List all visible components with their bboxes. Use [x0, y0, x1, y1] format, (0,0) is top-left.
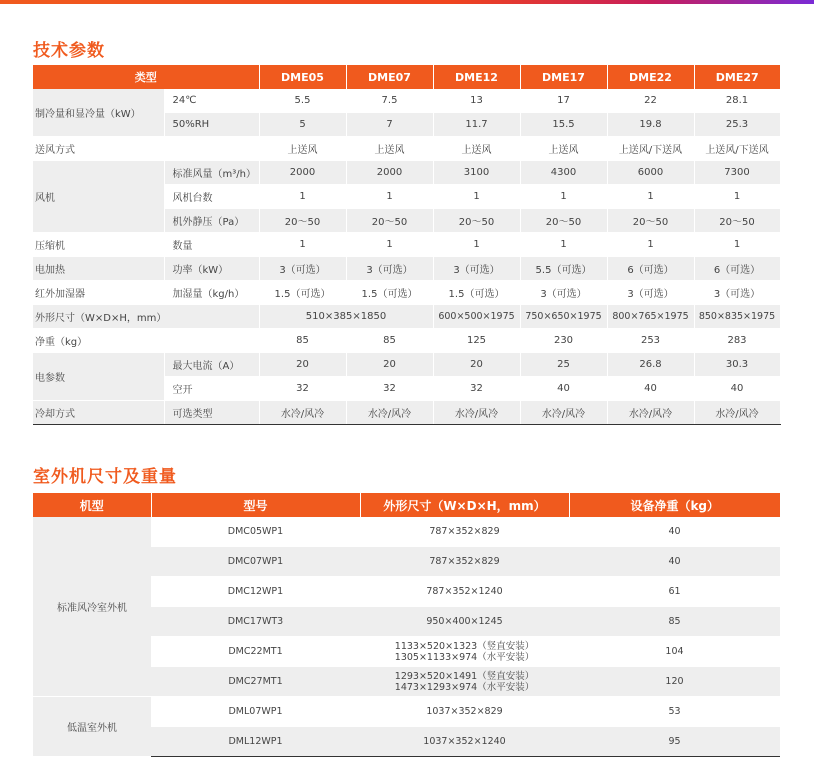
col-header: 机型 — [33, 493, 151, 517]
cell: DMC07WP1 — [151, 547, 360, 577]
cell: 104 — [569, 637, 780, 667]
cell: 20～50 — [433, 209, 520, 233]
cell: 85 — [346, 329, 433, 353]
cell: 25.3 — [694, 113, 780, 137]
cell: 61 — [569, 577, 780, 607]
group-label: 标准风冷室外机 — [33, 517, 151, 697]
cell — [360, 637, 569, 667]
cell: DMC27MT1 — [151, 667, 360, 697]
cell: 水冷/风冷 — [694, 401, 780, 425]
cell: 1.5（可选） — [259, 281, 346, 305]
cell: 95 — [569, 727, 780, 757]
cell: 510×385×1850 — [259, 305, 433, 329]
table-row — [33, 329, 780, 353]
cell: 20～50 — [346, 209, 433, 233]
cell: 1 — [520, 233, 607, 257]
cell: 26.8 — [607, 353, 694, 377]
cell: 22 — [607, 89, 694, 113]
cell: 120 — [569, 667, 780, 697]
row-sublabel: 50%RH — [164, 113, 259, 137]
cell: 5 — [259, 113, 346, 137]
cell: 7.5 — [346, 89, 433, 113]
cell: 6（可选） — [607, 257, 694, 281]
cell: 1 — [259, 185, 346, 209]
specs-table — [33, 65, 781, 425]
cell: 1 — [694, 233, 780, 257]
size-horizontal: 1305×1133×974（水平安装） — [394, 651, 535, 663]
group-label: 低温室外机 — [33, 697, 151, 757]
cell: 3（可选） — [607, 281, 694, 305]
row-sublabel: 功率（kW） — [164, 257, 259, 281]
cell: 1 — [346, 233, 433, 257]
table-header — [33, 65, 780, 89]
row-label: 净重（kg） — [33, 329, 164, 353]
cell: 950×400×1245 — [360, 607, 569, 637]
row-sublabel: 标准风量（m³/h） — [164, 161, 259, 185]
table-row — [33, 257, 780, 281]
cell: 20 — [346, 353, 433, 377]
cell: 20 — [259, 353, 346, 377]
cell: 85 — [569, 607, 780, 637]
cell: 230 — [520, 329, 607, 353]
cell: 3（可选） — [346, 257, 433, 281]
table-row — [33, 697, 780, 727]
cell: 750×650×1975 — [520, 305, 607, 329]
row-sublabel: 数量 — [164, 233, 259, 257]
row-sublabel: 风机台数 — [164, 185, 259, 209]
cell: 3（可选） — [433, 257, 520, 281]
cell: 85 — [259, 329, 346, 353]
outdoor-unit-table — [33, 493, 780, 757]
cell: 上送风/下送风 — [694, 137, 780, 161]
row-sublabel: 最大电流（A） — [164, 353, 259, 377]
cell: 上送风 — [520, 137, 607, 161]
cell: 15.5 — [520, 113, 607, 137]
cell: 2000 — [259, 161, 346, 185]
cell: 1 — [259, 233, 346, 257]
cell: 787×352×1240 — [360, 577, 569, 607]
cell: 1.5（可选） — [346, 281, 433, 305]
row-label: 制冷量和显冷量（kW） — [33, 89, 164, 137]
col-header: 外形尺寸（W×D×H，mm） — [360, 493, 569, 517]
cell: 40 — [569, 547, 780, 577]
cell: 4300 — [520, 161, 607, 185]
top-accent-bar — [0, 0, 814, 4]
table-row — [33, 353, 780, 377]
cell: 20～50 — [694, 209, 780, 233]
cell: 6000 — [607, 161, 694, 185]
cell: DMC22MT1 — [151, 637, 360, 667]
cell: 1 — [520, 185, 607, 209]
cell: 上送风 — [259, 137, 346, 161]
cell: 水冷/风冷 — [259, 401, 346, 425]
row-sublabel: 空开 — [164, 377, 259, 401]
cell: 7 — [346, 113, 433, 137]
cell: 600×500×1975 — [433, 305, 520, 329]
cell: 上送风/下送风 — [607, 137, 694, 161]
cell: 5.5 — [259, 89, 346, 113]
row-sublabel: 24℃ — [164, 89, 259, 113]
cell: 3（可选） — [259, 257, 346, 281]
table-header — [33, 493, 780, 517]
col-header: DME22 — [607, 65, 694, 89]
cell: 800×765×1975 — [607, 305, 694, 329]
cell: 1037×352×829 — [360, 697, 569, 727]
row-label: 电加热 — [33, 257, 164, 281]
row-label: 送风方式 — [33, 137, 164, 161]
cell: 28.1 — [694, 89, 780, 113]
row-sublabel: 加湿量（kg/h） — [164, 281, 259, 305]
cell: 13 — [433, 89, 520, 113]
row-label: 压缩机 — [33, 233, 164, 257]
cell: 水冷/风冷 — [520, 401, 607, 425]
row-label: 冷却方式 — [33, 401, 164, 425]
row-sublabel: 可选类型 — [164, 401, 259, 425]
col-header: 设备净重（kg） — [569, 493, 780, 517]
row-label: 风机 — [33, 161, 164, 233]
col-header: DME07 — [346, 65, 433, 89]
cell: 1 — [433, 233, 520, 257]
cell: 125 — [433, 329, 520, 353]
cell: 19.8 — [607, 113, 694, 137]
table-row — [33, 161, 780, 185]
col-header: 类型 — [33, 65, 259, 89]
cell: 32 — [259, 377, 346, 401]
cell: DMC05WP1 — [151, 517, 360, 547]
table-row — [33, 401, 780, 425]
cell: 3（可选） — [520, 281, 607, 305]
cell: 上送风 — [433, 137, 520, 161]
cell: 20～50 — [259, 209, 346, 233]
cell: 3100 — [433, 161, 520, 185]
table-row — [33, 517, 780, 547]
cell: 6（可选） — [694, 257, 780, 281]
col-header: DME27 — [694, 65, 780, 89]
cell: 11.7 — [433, 113, 520, 137]
section-title-specs: 技术参数 — [33, 41, 105, 61]
size-vertical: 1293×520×1491（竖直安装） — [394, 670, 535, 682]
size-horizontal: 1473×1293×974（水平安装） — [394, 681, 535, 693]
section-title-outdoor: 室外机尺寸及重量 — [33, 467, 177, 487]
cell: 1 — [607, 185, 694, 209]
cell: 850×835×1975 — [694, 305, 780, 329]
cell: 1 — [346, 185, 433, 209]
cell: 40 — [694, 377, 780, 401]
row-sublabel: 机外静压（Pa） — [164, 209, 259, 233]
cell: 水冷/风冷 — [607, 401, 694, 425]
cell: 283 — [694, 329, 780, 353]
cell: 7300 — [694, 161, 780, 185]
cell: 17 — [520, 89, 607, 113]
row-label: 红外加湿器 — [33, 281, 164, 305]
table-row — [33, 233, 780, 257]
cell: DMC17WT3 — [151, 607, 360, 637]
col-header: DME17 — [520, 65, 607, 89]
cell: DML12WP1 — [151, 727, 360, 757]
cell: 2000 — [346, 161, 433, 185]
cell: 1037×352×1240 — [360, 727, 569, 757]
cell: 20～50 — [520, 209, 607, 233]
cell: 3（可选） — [694, 281, 780, 305]
size-vertical: 1133×520×1323（竖直安装） — [394, 640, 535, 652]
col-header: 型号 — [151, 493, 360, 517]
cell: 水冷/风冷 — [346, 401, 433, 425]
cell: 1 — [433, 185, 520, 209]
cell: 1 — [607, 233, 694, 257]
table-row — [33, 305, 780, 329]
cell: 30.3 — [694, 353, 780, 377]
table-row — [33, 281, 780, 305]
cell: 787×352×829 — [360, 547, 569, 577]
cell — [164, 137, 259, 161]
cell: DMC12WP1 — [151, 577, 360, 607]
cell: 水冷/风冷 — [433, 401, 520, 425]
cell: 上送风 — [346, 137, 433, 161]
cell — [164, 329, 259, 353]
col-header: DME12 — [433, 65, 520, 89]
cell: 787×352×829 — [360, 517, 569, 547]
cell: 25 — [520, 353, 607, 377]
cell: 32 — [346, 377, 433, 401]
cell: 5.5（可选） — [520, 257, 607, 281]
cell: 1.5（可选） — [433, 281, 520, 305]
cell: 253 — [607, 329, 694, 353]
cell: 32 — [433, 377, 520, 401]
table-row — [33, 137, 780, 161]
cell: 20～50 — [607, 209, 694, 233]
col-header: DME05 — [259, 65, 346, 89]
cell: 40 — [520, 377, 607, 401]
cell: 53 — [569, 697, 780, 727]
cell: 20 — [433, 353, 520, 377]
cell — [360, 667, 569, 697]
table-row — [33, 89, 780, 113]
cell: 40 — [607, 377, 694, 401]
cell: 40 — [569, 517, 780, 547]
row-label: 电参数 — [33, 353, 164, 401]
row-label: 外形尺寸（W×D×H，mm） — [33, 305, 259, 329]
cell: DML07WP1 — [151, 697, 360, 727]
cell: 1 — [694, 185, 780, 209]
